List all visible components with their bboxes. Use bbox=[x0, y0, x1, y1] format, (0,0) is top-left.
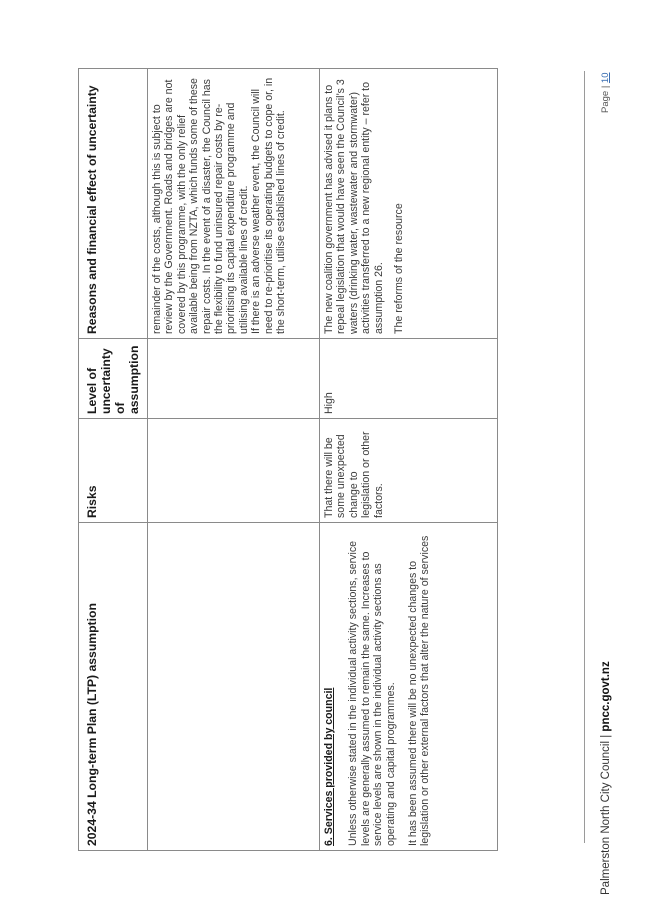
cell-reasons bbox=[320, 69, 498, 339]
assumption-heading: 6. Services provided by council bbox=[323, 687, 335, 846]
cell-assumption-empty bbox=[148, 523, 320, 851]
cell-risks: That there will be some unexpected change to legislation or other factors. bbox=[320, 419, 498, 523]
footer-divider bbox=[584, 71, 585, 843]
reasons-text-1: remainder of the costs, although this is subject to review by the Government. Roads and bridges are not covered by this programme, with the only relief available being from NZTA, which funds some of these repair costs. In the event of a disaster, the Council has the flexibility to fund uninsured repair costs by re-prioritising its capital expenditure programme and utilising available lines of credit. bbox=[151, 78, 250, 334]
assumption-paragraph-1: Unless otherwise stated in the individual activity sections, service levels are generally assumed to remain the same. Increases to service levels are shown in the individual activity sections as operating and capital programmes. bbox=[347, 540, 397, 846]
assumption-paragraph-2: It has been assumed there will be no unexpected changes to legislation or other external factors that alter the nature of services bbox=[407, 535, 432, 846]
cell-level: High bbox=[320, 339, 498, 419]
cell-reasons bbox=[148, 69, 320, 339]
page-label: Page | bbox=[600, 83, 611, 113]
table-row bbox=[320, 69, 498, 851]
reasons-text-2: The reforms of the resource bbox=[393, 203, 406, 334]
header-level: Level of uncertainty of assumption bbox=[79, 339, 148, 419]
table-row bbox=[148, 69, 320, 851]
cell-assumption bbox=[320, 523, 498, 851]
cell-risks-empty bbox=[148, 419, 320, 523]
page-number-value: 10 bbox=[600, 72, 611, 84]
reasons-text-1: The new coalition government has advised it plans to repeal legislation that would have seen the Council’s 3 waters (drinking water, wastewater and stormwater) activities transferred to a new regional entity – refer to assumption 26. bbox=[323, 79, 385, 334]
footer-website-link[interactable]: pncc.govt.nz bbox=[600, 661, 612, 732]
page-number bbox=[600, 72, 611, 113]
cell-level-empty bbox=[148, 339, 320, 419]
header-reasons: Reasons and financial effect of uncertainty bbox=[79, 69, 148, 339]
header-assumption: 2024-34 Long-term Plan (LTP) assumption bbox=[79, 523, 148, 851]
footer-organisation bbox=[600, 661, 612, 895]
footer-separator: | bbox=[600, 731, 612, 741]
table-header-row bbox=[79, 69, 148, 851]
header-risks: Risks bbox=[79, 419, 148, 523]
spacer bbox=[385, 73, 393, 334]
assumptions-table bbox=[78, 68, 498, 851]
footer-org-name: Palmerston North City Council bbox=[600, 740, 612, 895]
reasons-text-2: If there is an adverse weather event, the Council will need to re-prioritise its operating budgets to cope or, in the short-term, utilise established lines of credit. bbox=[250, 77, 288, 334]
